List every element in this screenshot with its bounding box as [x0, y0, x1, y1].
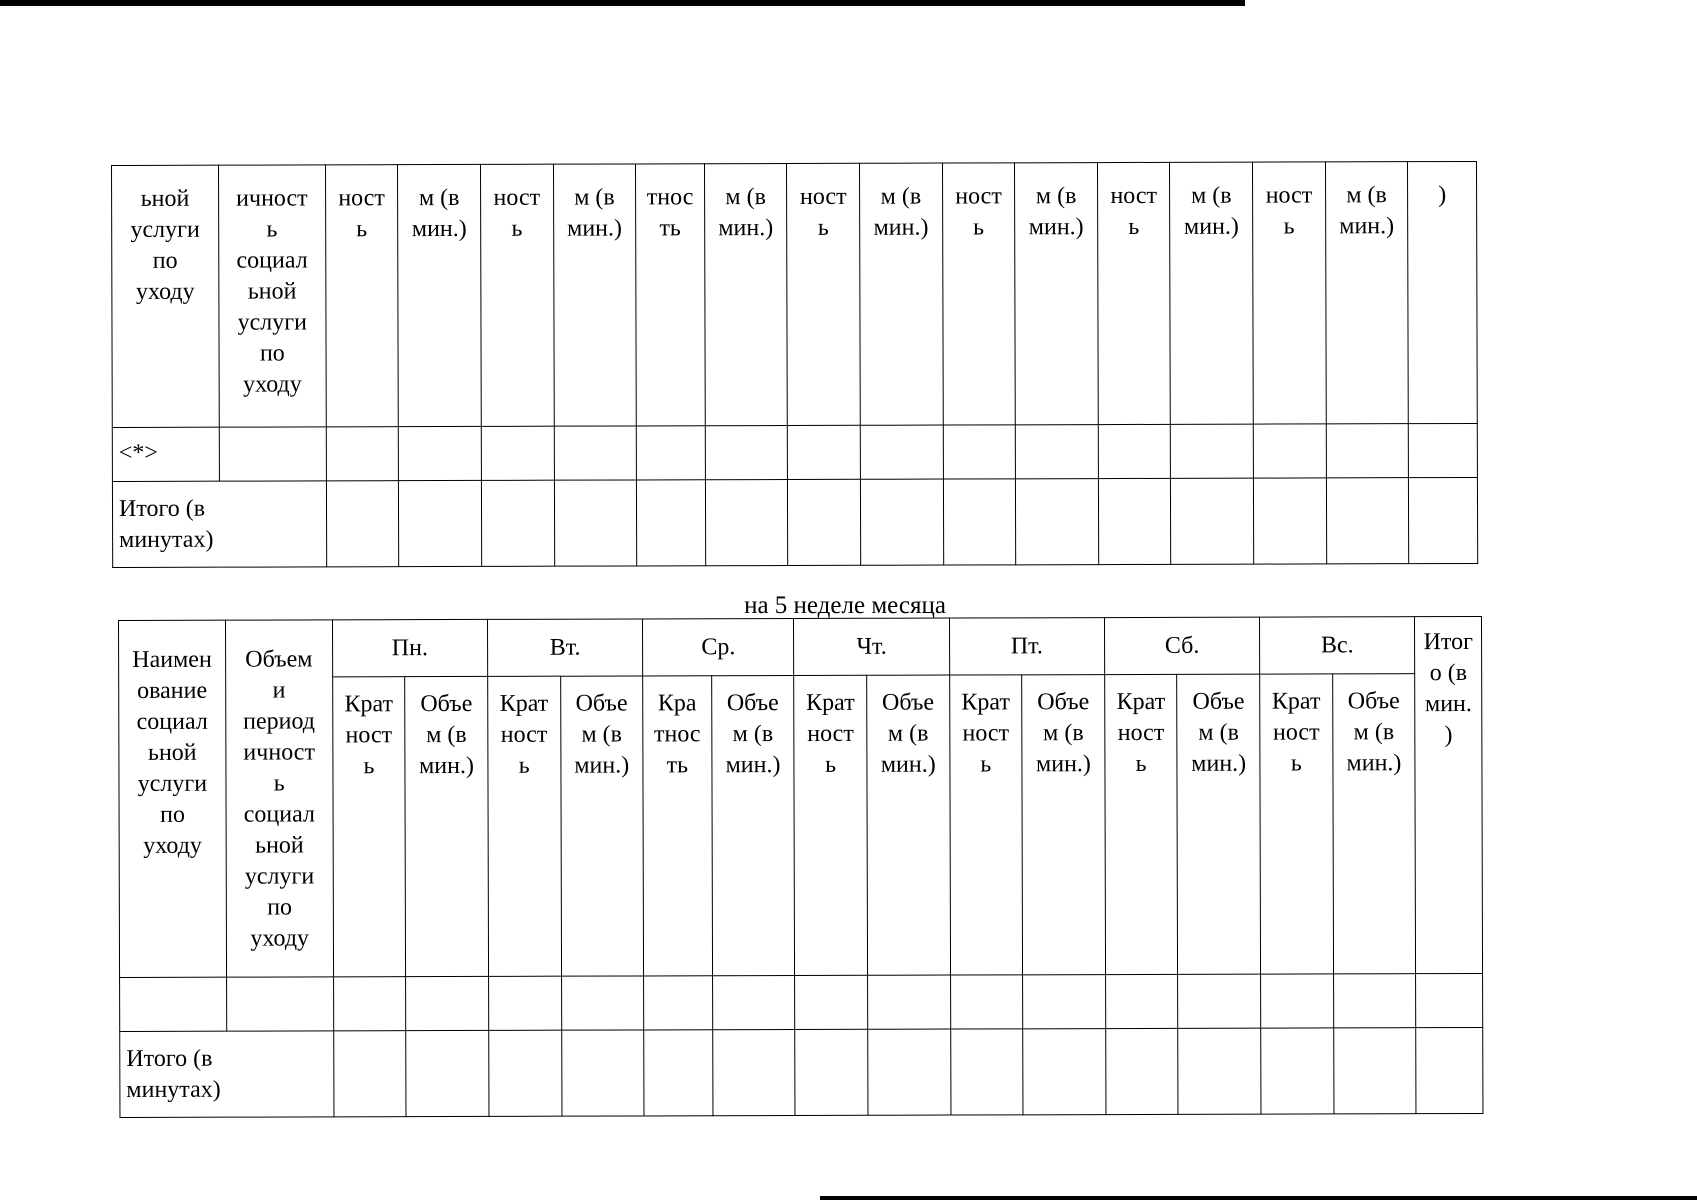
scan-edge-bottom: [820, 1196, 1697, 1200]
table-row: [112, 423, 1477, 481]
footnote-marker-cell: <*>: [112, 427, 219, 481]
t1-header-cell: м (в мин.): [1170, 162, 1253, 424]
frequency-header: Крат ност ь: [794, 675, 867, 975]
t1-header-cell: ): [1408, 161, 1477, 423]
t1-header-cell: ност ь: [1097, 162, 1170, 424]
care-schedule-table-week5: [118, 616, 1483, 1118]
day-header-mon: Пн.: [332, 619, 487, 676]
total-row: [120, 1027, 1483, 1117]
t1-header-cell: м (в мин.): [859, 163, 942, 425]
service-volume-header: Объем и период ичност ь социал ьной услуги по уходу: [225, 620, 333, 977]
t1-header-cell: ичност ь социал ьной услуги по уходу: [218, 165, 326, 427]
day-header-wed: Ср.: [643, 618, 794, 675]
frequency-header: Крат ност ь: [1105, 674, 1178, 974]
day-header-thu: Чт.: [794, 618, 949, 675]
table-row: [120, 973, 1483, 1031]
frequency-header: Крат ност ь: [488, 676, 561, 976]
frequency-header: Крат ност ь: [332, 677, 405, 977]
t1-header-cell: ьной услуги по уходу: [112, 165, 220, 427]
t1-header-cell: м (в мин.): [398, 164, 481, 426]
frequency-header: Кра тнос ть: [643, 676, 712, 976]
t1-header-cell: м (в мин.): [553, 164, 636, 426]
total-minutes-header: Итог о (в мин. ): [1415, 616, 1483, 973]
volume-header: Объе м (в мин.): [560, 676, 644, 976]
t1-header-cell: ност ь: [942, 163, 1015, 425]
volume-header: Объе м (в мин.): [405, 676, 489, 976]
frequency-header: Крат ност ь: [1260, 674, 1333, 974]
day-header-sun: Вс.: [1260, 617, 1415, 674]
t1-header-cell: ност ь: [480, 164, 553, 426]
t1-header-cell: ност ь: [325, 165, 398, 427]
service-name-header: Наимен ование социал ьной услуги по уходу: [119, 620, 227, 977]
volume-header: Объе м (в мин.): [711, 675, 795, 975]
t1-header-cell: ност ь: [1253, 162, 1326, 424]
volume-header: Объе м (в мин.): [867, 675, 951, 975]
day-header-sat: Сб.: [1104, 617, 1259, 674]
day-header-tue: Вт.: [487, 619, 642, 676]
t1-header-cell: м (в мин.): [704, 163, 787, 425]
table1-header-row: [112, 161, 1478, 427]
t1-header-cell: ност ь: [787, 163, 860, 425]
total-label: Итого (в минутах): [120, 1031, 334, 1118]
t1-header-cell: тнос ть: [636, 164, 705, 426]
total-row: [112, 477, 1477, 567]
day-header-fri: Пт.: [949, 618, 1104, 675]
t1-header-cell: м (в мин.): [1325, 162, 1408, 424]
volume-header: Объе м (в мин.): [1022, 675, 1106, 975]
volume-header: Объе м (в мин.): [1332, 674, 1416, 974]
total-label: Итого (в минутах): [112, 481, 326, 568]
week-caption: на 5 неделе месяца: [744, 592, 946, 619]
table2-day-row: [119, 616, 1482, 677]
frequency-header: Крат ност ь: [949, 675, 1022, 975]
volume-header: Объе м (в мин.): [1177, 674, 1261, 974]
care-schedule-table-continued: [111, 161, 1478, 568]
scan-edge-top: [0, 0, 1245, 6]
t1-header-cell: м (в мин.): [1015, 163, 1098, 425]
